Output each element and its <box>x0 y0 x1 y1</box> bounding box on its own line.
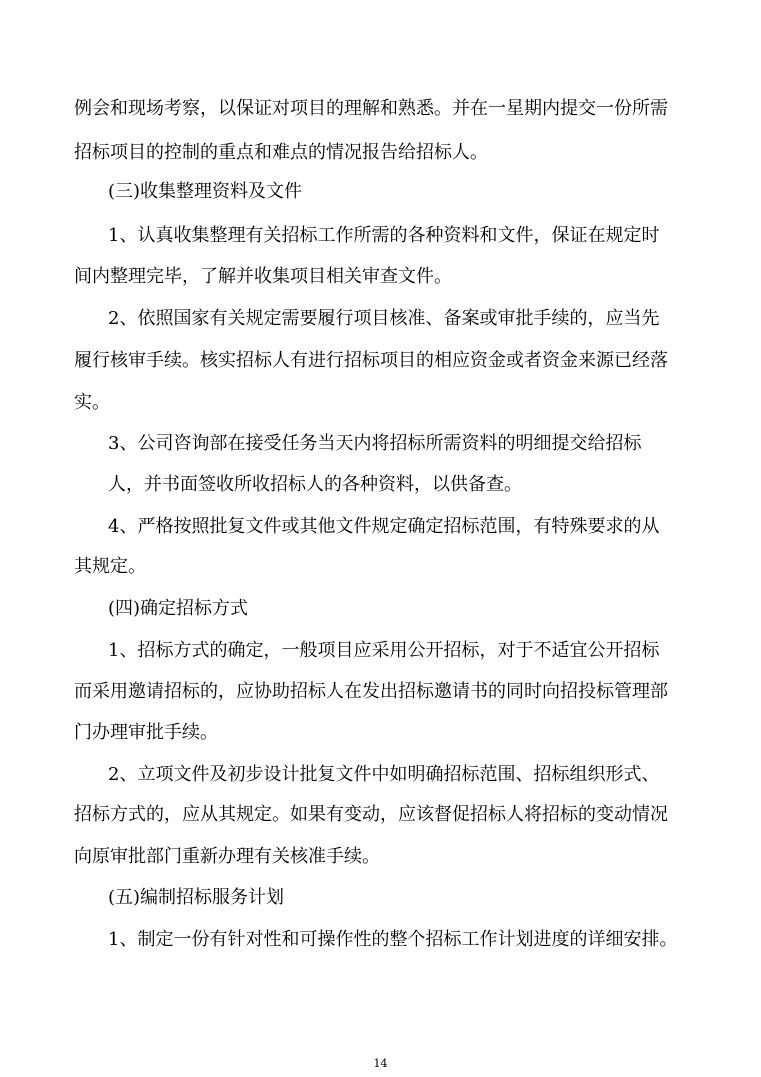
section-heading: (三)收集整理资料及文件 <box>108 181 303 202</box>
text-line: 1、认真收集整理有关招标工作所需的各种资料和文件，保证在规定时 <box>108 225 660 246</box>
text-line: 招标方式的，应从其规定。如果有变动，应该督促招标人将招标的变动情况 <box>74 804 668 825</box>
text-line: 2、依照国家有关规定需要履行项目核准、备案或审批手续的，应当先 <box>108 308 660 329</box>
section-heading: (五)编制招标服务计划 <box>108 887 285 908</box>
text-line: 例会和现场考察，以保证对项目的理解和熟悉。并在一星期内提交一份所需 <box>74 98 668 119</box>
text-line: 1、制定一份有针对性和可操作性的整个招标工作计划进度的详细安排。 <box>108 929 678 950</box>
text-line: 招标项目的控制的重点和难点的情况报告给招标人。 <box>74 142 488 163</box>
text-line: 实。 <box>74 392 110 413</box>
text-line: 1、招标方式的确定，一般项目应采用公开招标，对于不适宜公开招标 <box>108 640 660 661</box>
text-line: 向原审批部门重新办理有关核准手续。 <box>74 846 380 867</box>
text-line: 其规定。 <box>74 556 146 577</box>
text-line: 人，并书面签收所收招标人的各种资料，以供备查。 <box>108 474 522 495</box>
text-line: 间内整理完毕，了解并收集项目相关审查文件。 <box>74 266 452 287</box>
section-heading: (四)确定招标方式 <box>108 598 249 619</box>
text-line: 3、公司咨询部在接受任务当天内将招标所需资料的明细提交给招标 <box>108 433 642 454</box>
text-line: 门办理审批手续。 <box>74 722 218 743</box>
page-number: 14 <box>373 1057 388 1070</box>
text-line: 4、严格按照批复文件或其他文件规定确定招标范围，有特殊要求的从 <box>108 516 660 537</box>
text-line: 2、立项文件及初步设计批复文件中如明确招标范围、招标组织形式、 <box>108 764 660 785</box>
text-line: 履行核审手续。核实招标人有进行招标项目的相应资金或者资金来源已经落 <box>74 350 668 371</box>
text-line: 而采用邀请招标的，应协助招标人在发出招标邀请书的同时向招投标管理部 <box>74 681 668 702</box>
